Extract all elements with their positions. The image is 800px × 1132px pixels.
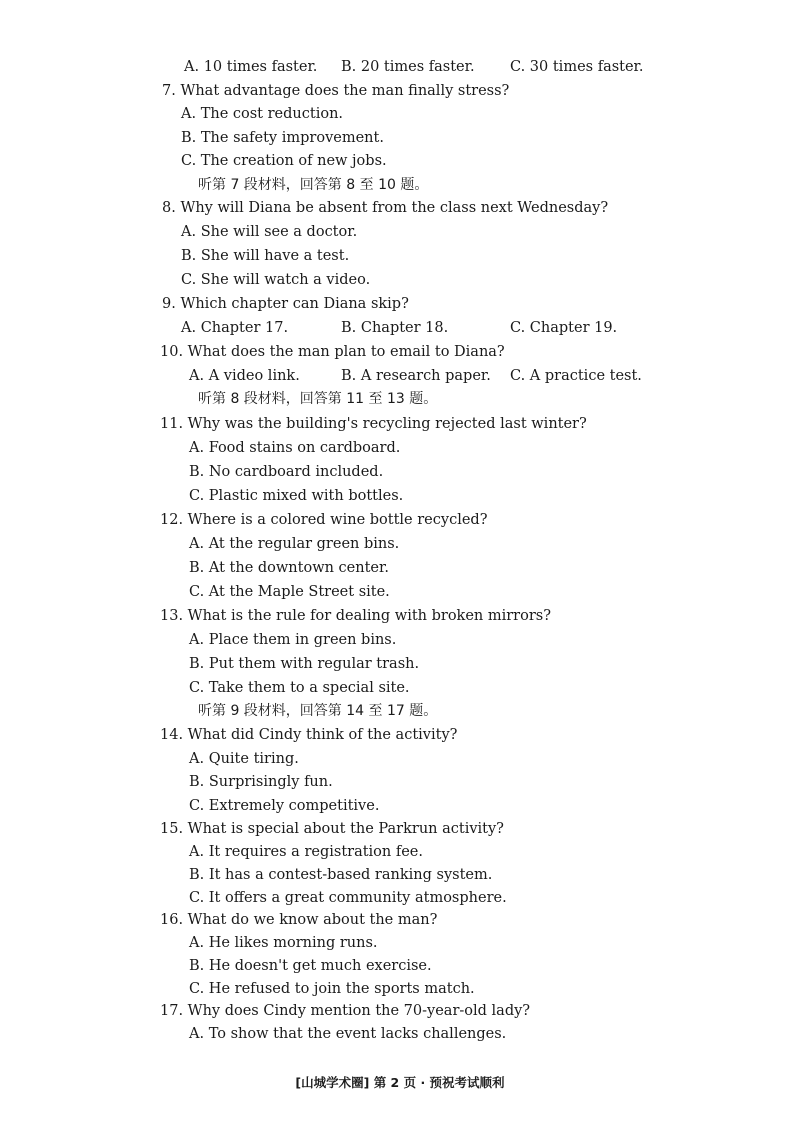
q13-option-a: A. Place them in green bins.: [189, 632, 397, 648]
q11-option-a: A. Food stains on cardboard.: [189, 440, 401, 456]
q16-option-b: B. He doesn't get much exercise.: [189, 958, 432, 974]
q12-option-c: C. At the Maple Street site.: [189, 584, 390, 600]
q14-option-c: C. Extremely competitive.: [189, 798, 380, 814]
question-9: 9. Which chapter can Diana skip?: [162, 296, 409, 312]
q6-option-a: A. 10 times faster.: [184, 59, 318, 75]
q8-option-a: A. She will see a doctor.: [181, 224, 358, 240]
section-heading-8: 听第 8 段材料，回答第 11 至 13 题。: [198, 391, 438, 407]
q15-option-c: C. It offers a great community atmosphere.: [189, 890, 507, 906]
section-heading-7: 听第 7 段材料，回答第 8 至 10 题。: [198, 177, 429, 193]
q10-option-c: C. A practice test.: [510, 368, 642, 384]
q16-option-a: A. He likes morning runs.: [189, 935, 378, 951]
q17-option-a: A. To show that the event lacks challenges.: [189, 1026, 507, 1042]
question-16: 16. What do we know about the man?: [160, 912, 438, 928]
q12-option-b: B. At the downtown center.: [189, 560, 389, 576]
question-15: 15. What is special about the Parkrun activity?: [160, 821, 504, 837]
q14-option-b: B. Surprisingly fun.: [189, 774, 333, 790]
q13-option-b: B. Put them with regular trash.: [189, 656, 420, 672]
question-10: 10. What does the man plan to email to Diana?: [160, 344, 505, 360]
q15-option-a: A. It requires a registration fee.: [189, 844, 423, 860]
page-footer: [山城学术圈] 第 2 页 · 预祝考试顺利: [295, 1075, 505, 1090]
q7-option-b: B. The safety improvement.: [181, 130, 384, 146]
q14-option-a: A. Quite tiring.: [189, 751, 299, 767]
question-11: 11. Why was the building's recycling rejected last winter?: [160, 416, 587, 432]
question-14: 14. What did Cindy think of the activity?: [160, 727, 458, 743]
q13-option-c: C. Take them to a special site.: [189, 680, 410, 696]
q11-option-b: B. No cardboard included.: [189, 464, 384, 480]
q11-option-c: C. Plastic mixed with bottles.: [189, 488, 404, 504]
q6-option-c: C. 30 times faster.: [510, 59, 644, 75]
q16-option-c: C. He refused to join the sports match.: [189, 981, 475, 997]
q9-option-b: B. Chapter 18.: [341, 320, 449, 336]
q8-option-b: B. She will have a test.: [181, 248, 350, 264]
q7-option-c: C. The creation of new jobs.: [181, 153, 387, 169]
q12-option-a: A. At the regular green bins.: [189, 536, 400, 552]
question-7: 7. What advantage does the man finally stress?: [162, 83, 510, 99]
q10-option-a: A. A video link.: [189, 368, 300, 384]
question-8: 8. Why will Diana be absent from the class next Wednesday?: [162, 200, 609, 216]
q6-option-b: B. 20 times faster.: [341, 59, 475, 75]
question-13: 13. What is the rule for dealing with broken mirrors?: [160, 608, 551, 624]
question-17: 17. Why does Cindy mention the 70-year-old lady?: [160, 1003, 531, 1019]
q9-option-c: C. Chapter 19.: [510, 320, 618, 336]
q10-option-b: B. A research paper.: [341, 368, 491, 384]
q15-option-b: B. It has a contest-based ranking system.: [189, 867, 493, 883]
question-12: 12. Where is a colored wine bottle recycled?: [160, 512, 488, 528]
section-heading-9: 听第 9 段材料，回答第 14 至 17 题。: [198, 703, 438, 719]
q9-option-a: A. Chapter 17.: [181, 320, 289, 336]
q7-option-a: A. The cost reduction.: [181, 106, 344, 122]
q8-option-c: C. She will watch a video.: [181, 272, 371, 288]
